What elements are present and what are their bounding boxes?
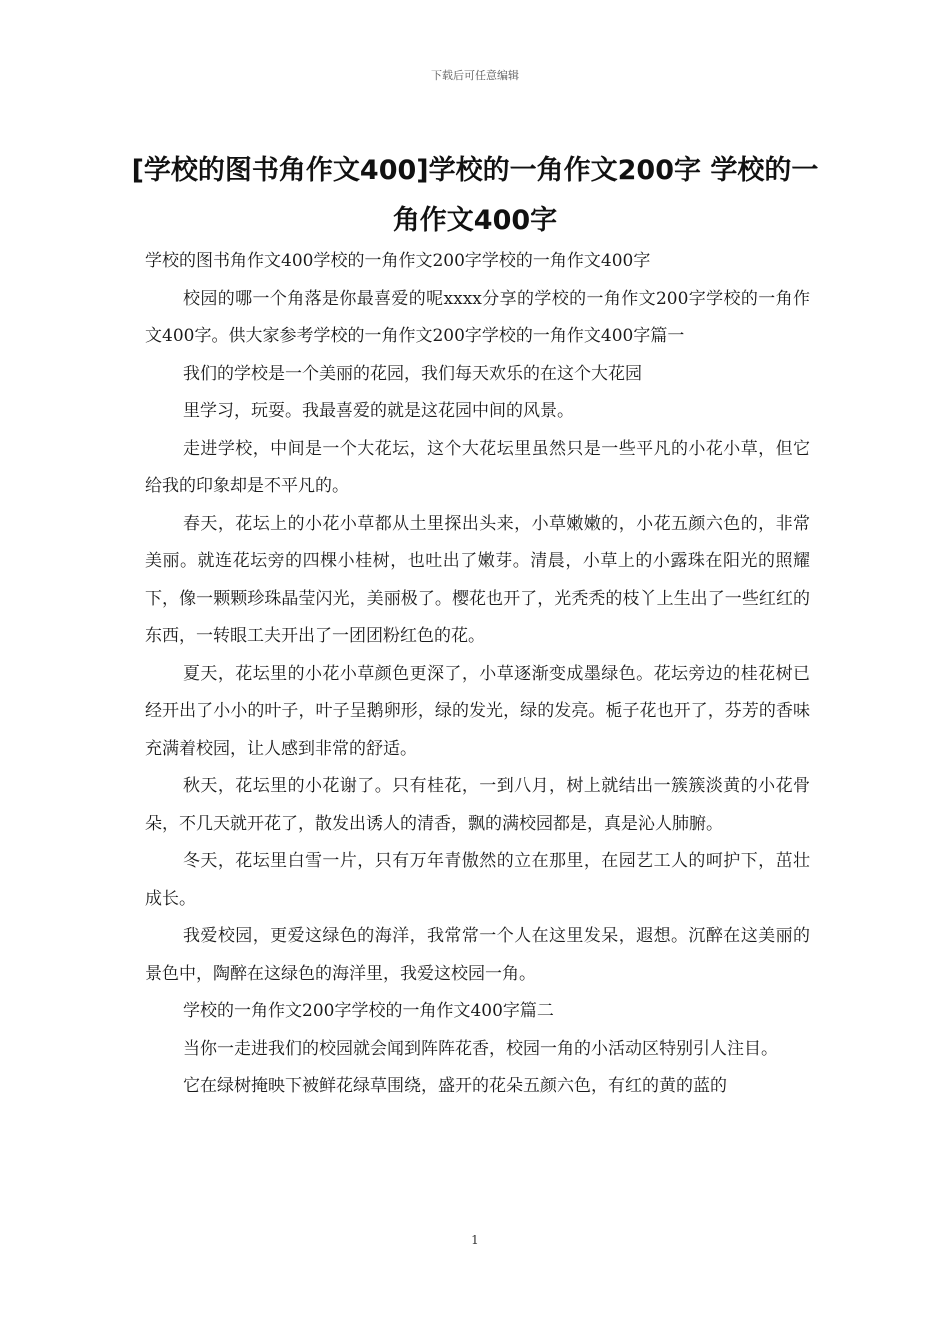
paragraph: 走进学校，中间是一个大花坛，这个大花坛里虽然只是一些平凡的小花小草，但它给我的印象却是不平凡的。 [145, 438, 810, 496]
paragraph: 它在绿树掩映下被鲜花绿草围绕，盛开的花朵五颜六色，有红的黄的蓝的 [183, 1076, 727, 1096]
page-number: 1 [471, 1233, 479, 1247]
header-note: 下载后可任意编辑 [431, 69, 519, 82]
paragraph: 夏天，花坛里的小花小草颜色更深了，小草逐渐变成墨绿色。花坛旁边的桂花树已经开出了小小的叶子，叶子呈鹅卵形，绿的发光，绿的发亮。栀子花也开了，芬芳的香味充满着校园，让人感到非常的舒适。 [145, 663, 810, 759]
paragraph: 校园的哪一个角落是你最喜爱的呢xxxx分享的学校的一角作文200字学校的一角作文400字。供大家参考学校的一角作文200字学校的一角作文400字篇一 [145, 288, 810, 346]
paragraph: 里学习，玩耍。我最喜爱的就是这花园中间的风景。 [183, 401, 574, 421]
paragraph: 我们的学校是一个美丽的花园，我们每天欢乐的在这个大花园 [183, 363, 642, 384]
paragraph: 学校的一角作文200字学校的一角作文400字篇二 [183, 1001, 554, 1021]
paragraph: 我爱校园，更爱这绿色的海洋，我常常一个人在这里发呆，遐想。沉醉在这美丽的景色中，陶醉在这绿色的海洋里，我爱这校园一角。 [145, 926, 810, 984]
paragraph: 春天，花坛上的小花小草都从土里探出头来，小草嫩嫩的，小花五颜六色的，非常美丽。就连花坛旁的四棵小桂树，也吐出了嫩芽。清晨，小草上的小露珠在阳光的照耀下，像一颗颗珍珠晶莹闪光，美丽极了。樱花也开了，光秃秃的枝丫上生出了一些红红的东西，一转眼工夫开出了一团团粉红色的花。 [145, 513, 810, 646]
document-title: [学校的图书角作文400]学校的一角作文200字 学校的一角作文400字 [131, 155, 819, 236]
paragraph: 秋天，花坛里的小花谢了。只有桂花，一到八月，树上就结出一簇簇淡黄的小花骨朵，不几天就开花了，散发出诱人的清香，飘的满校园都是，真是沁人肺腑。 [145, 776, 810, 834]
document-body [145, 243, 810, 1106]
paragraph: 冬天，花坛里白雪一片，只有万年青傲然的立在那里，在园艺工人的呵护下，茁壮成长。 [145, 851, 810, 909]
paragraph: 学校的图书角作文400学校的一角作文200字学校的一角作文400字 [145, 251, 651, 271]
paragraph: 当你一走进我们的校园就会闻到阵阵花香，校园一角的小活动区特别引人注目。 [183, 1038, 778, 1059]
